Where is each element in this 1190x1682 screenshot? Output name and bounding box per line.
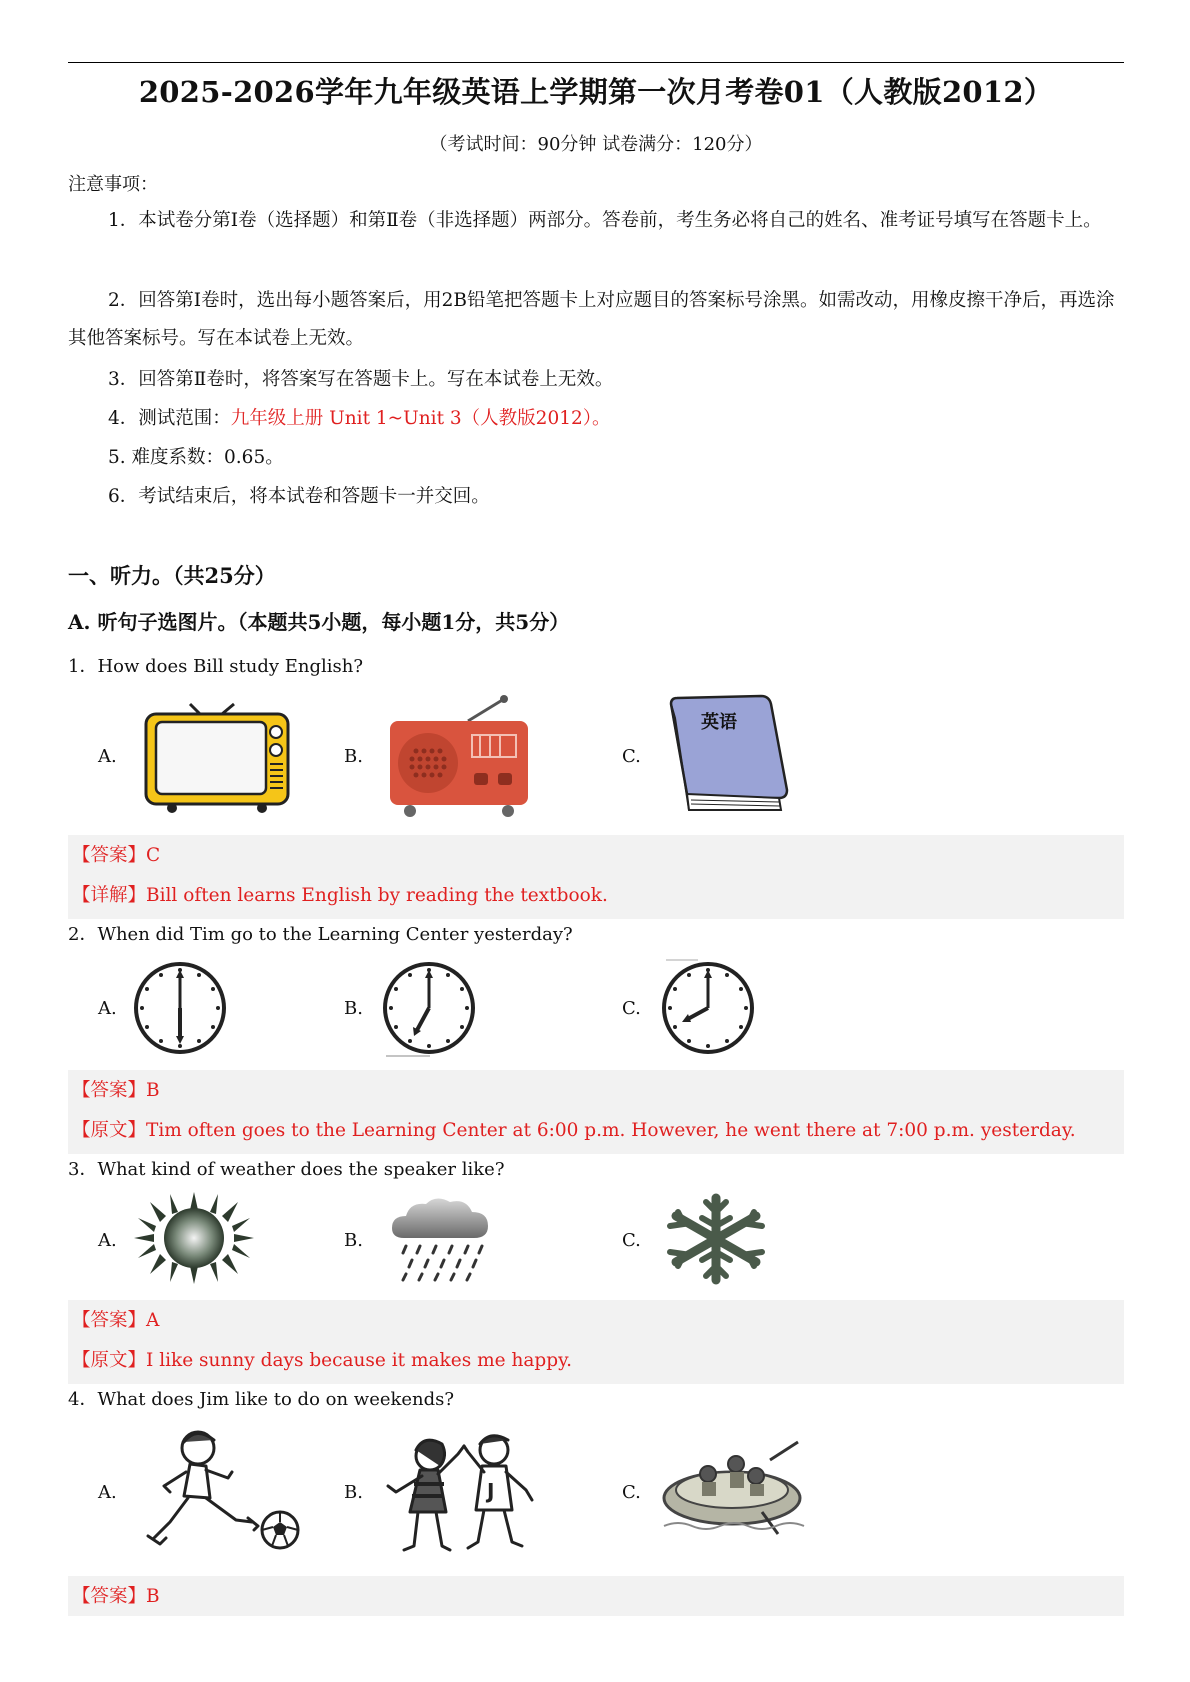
answer-box-3 bbox=[68, 1300, 1124, 1384]
answer-box-2 bbox=[68, 1070, 1124, 1154]
boy-playing-soccer-icon bbox=[140, 1426, 306, 1558]
answer-2: 【答案】B bbox=[72, 1080, 160, 1101]
note-item-3: 3．回答第Ⅱ卷时，将答案写在答题卡上。写在本试卷上无效。 bbox=[108, 369, 614, 390]
note-item-4-label: 4．测试范围： bbox=[108, 408, 231, 429]
explain-1: 【详解】Bill often learns English by reading the textbook. bbox=[72, 885, 608, 906]
option-b-label: B. bbox=[344, 1230, 363, 1251]
sun-icon bbox=[134, 1192, 254, 1284]
top-rule bbox=[68, 62, 1124, 63]
note-item-5: 5. 难度系数：0.65。 bbox=[108, 447, 284, 468]
textbook-icon bbox=[661, 694, 791, 818]
note-item-1: 1．本试卷分第Ⅰ卷（选择题）和第Ⅱ卷（非选择题）两部分。答卷前，考生务必将自己的姓名、准考证号填写在答题卡上。 bbox=[108, 210, 1102, 231]
exam-subtitle: （考试时间：90分钟 试卷满分：120分） bbox=[429, 134, 763, 155]
clock-8-oclock-icon bbox=[658, 958, 758, 1058]
answer-4: 【答案】B bbox=[72, 1586, 160, 1607]
note-item-4 bbox=[68, 400, 1124, 438]
option-b-label: B. bbox=[344, 1482, 363, 1503]
option-c-label: C. bbox=[622, 1230, 641, 1251]
notes-heading: 注意事项： bbox=[68, 174, 158, 195]
note-item-2: 2．回答第Ⅰ卷时，选出每小题答案后，用2B铅笔把答题卡上对应题目的答案标号涂黑。如需改动，用橡皮擦干净后，再选涂其他答案标号。写在本试卷上无效。 bbox=[68, 290, 1115, 349]
section-listening-heading: 一、听力。（共25分） bbox=[68, 563, 276, 588]
rain-cloud-icon bbox=[386, 1194, 496, 1284]
option-c-label: C. bbox=[622, 746, 641, 767]
section-a-heading: A. 听句子选图片。（本题共5小题，每小题1分，共5分） bbox=[68, 610, 570, 634]
question-4: 4．What does Jim like to do on weekends? bbox=[68, 1389, 455, 1410]
tv-icon bbox=[142, 700, 292, 818]
clock-6-oclock-icon bbox=[132, 960, 228, 1056]
answer-box-1 bbox=[68, 835, 1124, 919]
radio-icon bbox=[386, 693, 532, 819]
option-a-label: A. bbox=[98, 1230, 117, 1251]
note-item-6: 6．考试结束后，将本试卷和答题卡一并交回。 bbox=[108, 486, 490, 507]
page-title: 2025-2026学年九年级英语上学期第一次月考卷01（人教版2012） bbox=[138, 75, 1054, 109]
option-c-label: C. bbox=[622, 1482, 641, 1503]
option-b-label: B. bbox=[344, 998, 363, 1019]
answer-1: 【答案】C bbox=[72, 845, 161, 866]
answer-box-4 bbox=[68, 1576, 1124, 1616]
clock-7-oclock-icon bbox=[380, 958, 478, 1058]
option-c-label: C. bbox=[622, 998, 641, 1019]
test-scope: 九年级上册 Unit 1~Unit 3（人教版2012）。 bbox=[230, 408, 611, 429]
question-2: 2．When did Tim go to the Learning Center yesterday? bbox=[68, 924, 573, 945]
option-a-label: A. bbox=[98, 1482, 117, 1503]
question-1: 1．How does Bill study English? bbox=[68, 656, 364, 677]
svg-text:J: J bbox=[487, 1479, 495, 1503]
option-a-label: A. bbox=[98, 746, 117, 767]
explain-3: 【原文】I like sunny days because it makes me happy. bbox=[72, 1350, 572, 1371]
option-b-label: B. bbox=[344, 746, 363, 767]
question-3: 3．What kind of weather does the speaker like? bbox=[68, 1159, 505, 1180]
kids-in-boat-icon bbox=[658, 1434, 808, 1538]
kids-dancing-icon bbox=[384, 1426, 536, 1558]
explain-2: 【原文】Tim often goes to the Learning Center at 6:00 p.m. However, he went there at 7:00 p.m. yesterday. bbox=[72, 1120, 1076, 1141]
book-cover-text: 英语 bbox=[701, 712, 737, 733]
option-a-label: A. bbox=[98, 998, 117, 1019]
answer-3: 【答案】A bbox=[72, 1310, 160, 1331]
snowflake-icon bbox=[656, 1192, 776, 1286]
